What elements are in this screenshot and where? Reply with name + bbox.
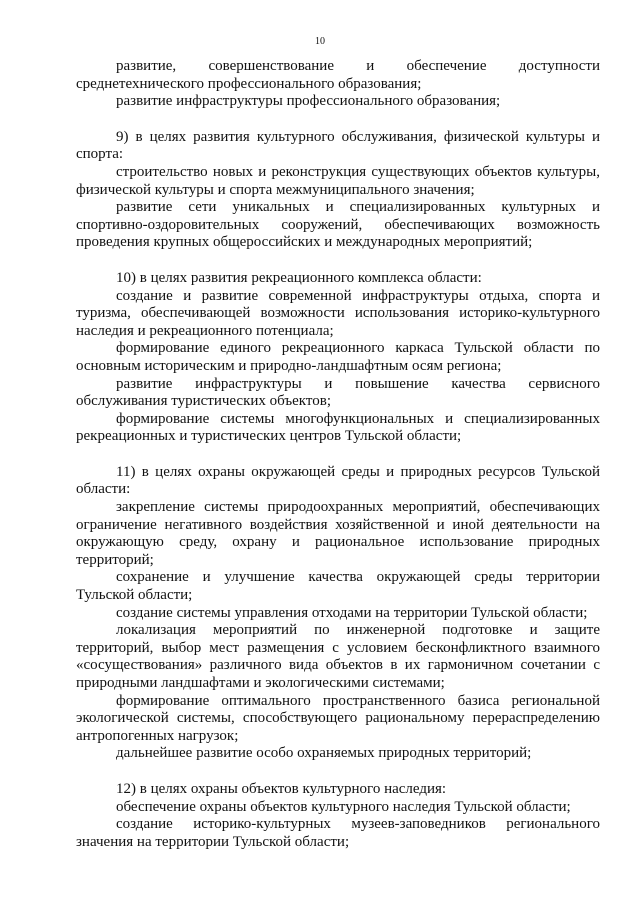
paragraph: развитие инфраструктуры и повышение качества сервисного обслуживания туристических объектов; — [76, 375, 600, 410]
section-heading-11: 11) в целях охраны окружающей среды и природных ресурсов Тульской области: — [76, 463, 600, 498]
paragraph: формирование единого рекреационного каркаса Тульской области по основным историческим и природно-ландшафтным осям региона; — [76, 340, 600, 374]
paragraph: создание системы управления отходами на территории Тульской области; — [116, 604, 588, 621]
section-heading-12: 12) в целях охраны объектов культурного наследия: — [116, 780, 447, 797]
paragraph-gap — [76, 446, 600, 464]
document-body — [76, 58, 600, 851]
paragraph: формирование оптимального пространственного базиса региональной экологической системы, способствующего рациональному перераспределению антропогенных нагрузок; — [76, 692, 600, 744]
paragraph: создание историко-культурных музеев-заповедников регионального значения на территории Тульской области; — [76, 816, 600, 850]
paragraph: создание и развитие современной инфраструктуры отдыха, спорта и туризма, обеспечивающей возможности использования историко-культурного наследия и рекреационного потенциала; — [76, 287, 600, 339]
paragraph: развитие сети уникальных и специализированных культурных и спортивно-оздоровительных сооружений, обеспечивающих возможность проведения крупных общероссийских и международных мероприятий; — [76, 199, 600, 251]
paragraph: строительство новых и реконструкция существующих объектов культуры, физической культуры и спорта межмуниципального значения; — [76, 163, 600, 198]
paragraph: развитие, совершенствование и обеспечение доступности среднетехнического профессионального образования; — [76, 58, 600, 92]
paragraph: закрепление системы природоохранных мероприятий, обеспечивающих ограничение негативного воздействия хозяйственной и иной деятельности на окружающую среду, охрану и рациональное использование природных территорий; — [76, 499, 600, 568]
section-heading-9: 9) в целях развития культурного обслуживания, физической культуры и спорта: — [76, 128, 600, 163]
page-number: 10 — [315, 36, 325, 47]
paragraph: сохранение и улучшение качества окружающей среды территории Тульской области; — [76, 569, 600, 604]
paragraph-gap — [76, 111, 600, 129]
section-heading-10: 10) в целях развития рекреационного комплекса области: — [116, 269, 482, 286]
paragraph: локализация мероприятий по инженерной подготовке и защите территорий, выбор мест размещения с условием бесконфликтного взаимного «сосуществования» различного вида объектов в их гармоничном сочетании с природными ландшафтами и экологическими системами; — [76, 622, 600, 691]
paragraph-gap — [76, 763, 600, 781]
paragraph-gap — [76, 252, 600, 270]
paragraph: развитие инфраструктуры профессионального образования; — [116, 93, 501, 110]
paragraph: формирование системы многофункциональных и специализированных рекреационных и туристических центров Тульской области; — [76, 410, 600, 445]
paragraph: обеспечение охраны объектов культурного наследия Тульской области; — [116, 798, 571, 815]
paragraph: дальнейшее развитие особо охраняемых природных территорий; — [116, 745, 532, 762]
